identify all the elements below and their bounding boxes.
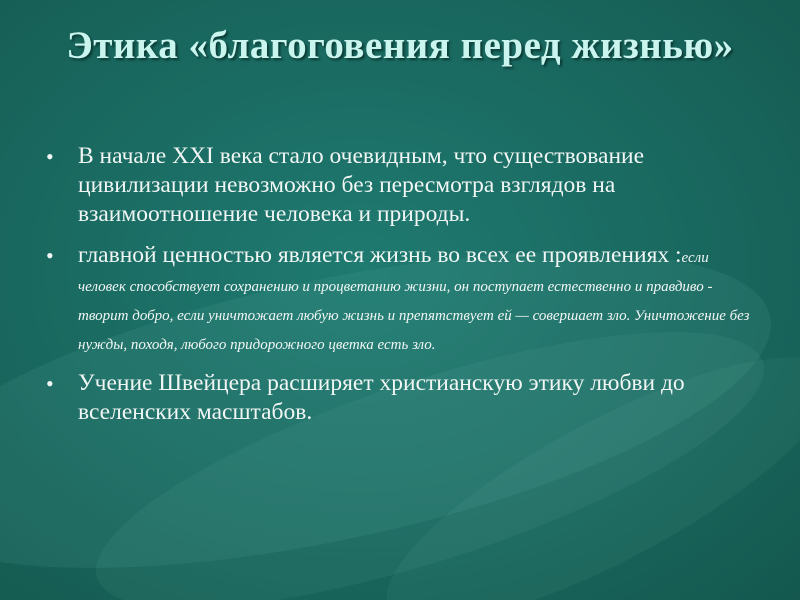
bullet-item — [40, 369, 760, 427]
slide-title: Этика «благоговения перед жизнью» — [66, 24, 734, 67]
bullet-icon: • — [46, 371, 54, 396]
bullet-text: Учение Швейцера расширяет христианскую этику любви до вселенских масштабов. — [78, 370, 685, 425]
bullet-item — [40, 142, 760, 229]
bullet-text: В начале XXI века стало очевидным, что существование цивилизации невозможно без пересмотра взглядов на взаимоотношение человека и природы. — [78, 143, 645, 227]
bullet-icon: • — [46, 243, 54, 268]
bullet-item — [40, 241, 760, 357]
bullet-icon: • — [46, 144, 54, 169]
bullet-text: главной ценностью является жизнь во всех ее проявлениях : — [78, 242, 682, 268]
bullet-note: если человек способствует сохранению и процветанию жизни, он поступает естественно и правдиво - творит добро, если уничтожает любую жизнь и препятствует ей — совершает зло. Уничтожение без нужды, походя, любого придорожного цветка есть зло. — [78, 250, 750, 353]
bullet-list — [40, 142, 760, 439]
